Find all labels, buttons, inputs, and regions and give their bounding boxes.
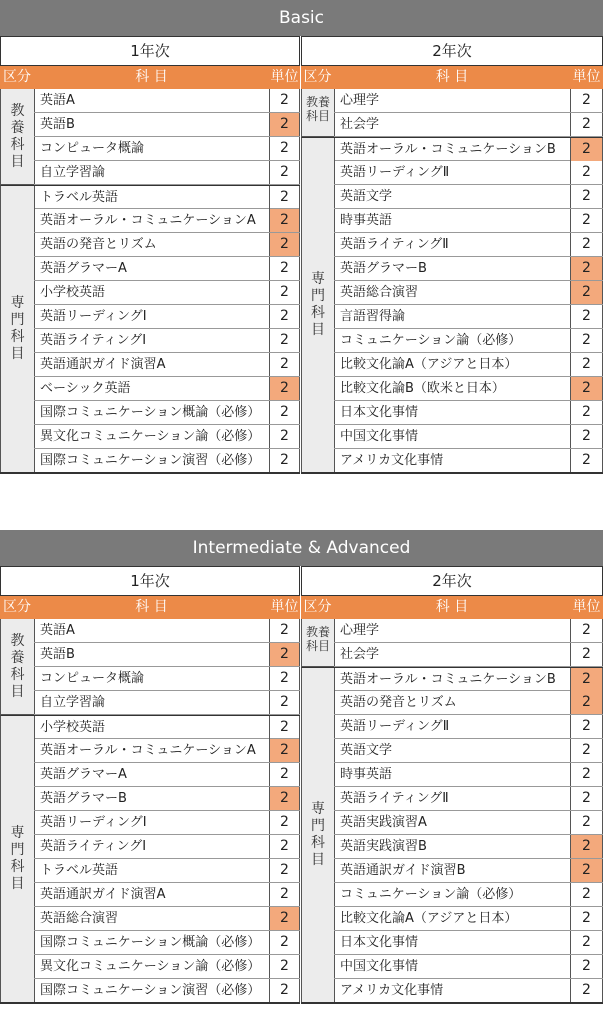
- course-units: 2: [570, 907, 603, 930]
- course-name: 国際コミュニケーション概論（必修）: [34, 401, 269, 424]
- course-units: 2: [269, 377, 300, 400]
- table-row: [334, 979, 603, 1003]
- table-row: [34, 209, 300, 233]
- header-tani: 単位: [570, 596, 603, 619]
- course-name: トラベル英語: [34, 859, 269, 882]
- course-units: 2: [570, 979, 603, 1002]
- course-units: 2: [269, 691, 300, 714]
- course-name: 英語グラマーB: [34, 787, 269, 810]
- course-name: 言語習得論: [334, 305, 570, 328]
- course-name: 時事英語: [334, 209, 570, 232]
- course-name: 英語オーラル・コミュニケーションA: [34, 739, 269, 762]
- right-group-1: [301, 667, 334, 1003]
- left-group-0: [0, 619, 34, 715]
- table-row: [34, 787, 300, 811]
- table-row: [34, 979, 300, 1003]
- course-units: 2: [269, 907, 300, 930]
- table-row: [34, 185, 300, 209]
- course-units: 2: [570, 955, 603, 978]
- table-row: [334, 329, 603, 353]
- left-year-label: 1年次: [0, 36, 300, 66]
- table-row: [334, 931, 603, 955]
- table-row: [34, 89, 300, 113]
- course-units: 2: [570, 113, 603, 136]
- table-row: [334, 619, 603, 643]
- right-group-0: [301, 89, 334, 137]
- table-row: [34, 257, 300, 281]
- table-row: [334, 353, 603, 377]
- course-name: コミュニケーション論（必修）: [334, 329, 570, 352]
- course-name: 英語B: [34, 643, 269, 666]
- course-name: 英語ライティングⅡ: [334, 233, 570, 256]
- course-name: 自立学習論: [34, 691, 269, 714]
- right-bottom-border: [301, 1002, 603, 1004]
- course-name: 英語ライティングⅠ: [34, 329, 269, 352]
- table-row: [334, 643, 603, 667]
- course-name: 英語リーディングⅡ: [334, 715, 570, 738]
- table-row: [34, 739, 300, 763]
- course-units: 2: [570, 715, 603, 738]
- table-row: [34, 619, 300, 643]
- table-row: [334, 811, 603, 835]
- course-name: 社会学: [334, 643, 570, 666]
- course-name: 自立学習論: [34, 161, 269, 184]
- course-units: 2: [269, 425, 300, 448]
- course-name: アメリカ文化事情: [334, 979, 570, 1002]
- header-kubun: 区分: [301, 66, 334, 89]
- table-row: [334, 763, 603, 787]
- course-units: 2: [570, 401, 603, 424]
- table-row: [34, 305, 300, 329]
- course-units: 2: [570, 835, 603, 858]
- left-group-0: [0, 89, 34, 185]
- course-units: 2: [269, 353, 300, 376]
- course-units: 2: [570, 425, 603, 448]
- table-row: [334, 209, 603, 233]
- course-units: 2: [269, 137, 300, 160]
- right-group-1: [301, 137, 334, 473]
- header-kubun: 区分: [0, 66, 34, 89]
- table-row: [34, 137, 300, 161]
- left-year-label: 1年次: [0, 566, 300, 596]
- course-name: 異文化コミュニケーション論（必修）: [34, 425, 269, 448]
- table-row: [334, 377, 603, 401]
- table-row: [334, 113, 603, 137]
- table-row: [34, 859, 300, 883]
- course-name: 英語実践演習B: [334, 835, 570, 858]
- course-name: 国際コミュニケーション演習（必修）: [34, 979, 269, 1002]
- course-name: 日本文化事情: [334, 931, 570, 954]
- course-units: 2: [269, 835, 300, 858]
- course-units: 2: [570, 185, 603, 208]
- course-name: 英語通訳ガイド演習A: [34, 883, 269, 906]
- course-name: 比較文化論A（アジアと日本）: [334, 907, 570, 930]
- table-row: [334, 401, 603, 425]
- course-units: 2: [269, 113, 300, 136]
- course-units: 2: [570, 931, 603, 954]
- course-units: 2: [269, 161, 300, 184]
- course-units: 2: [570, 329, 603, 352]
- course-units: 2: [269, 811, 300, 834]
- header-kamoku: 科 目: [334, 66, 570, 89]
- course-units: 2: [570, 233, 603, 256]
- course-units: 2: [269, 209, 300, 232]
- table-row: [334, 835, 603, 859]
- group-label: 教養科目: [10, 632, 25, 700]
- table-row: [334, 257, 603, 281]
- course-name: 小学校英語: [34, 716, 269, 739]
- table-row: [34, 667, 300, 691]
- course-name: 英語リーディングⅠ: [34, 305, 269, 328]
- course-name: 英語ライティングⅠ: [34, 835, 269, 858]
- right-bottom-border: [301, 472, 603, 474]
- course-name: 英語リーディングⅡ: [334, 161, 570, 184]
- course-name: 英語通訳ガイド演習A: [34, 353, 269, 376]
- course-name: 日本文化事情: [334, 401, 570, 424]
- table-row: [34, 113, 300, 137]
- course-units: 2: [570, 449, 603, 472]
- course-units: 2: [570, 161, 603, 184]
- table-row: [334, 883, 603, 907]
- left-group-1: [0, 185, 34, 473]
- table-row: [334, 667, 603, 691]
- course-units: 2: [269, 955, 300, 978]
- table-row: [34, 691, 300, 715]
- table-row: [334, 185, 603, 209]
- table-row: [34, 401, 300, 425]
- course-name: アメリカ文化事情: [334, 449, 570, 472]
- left-group-1: [0, 715, 34, 1003]
- table-row: [334, 161, 603, 185]
- course-units: 2: [269, 883, 300, 906]
- course-name: 英語総合演習: [334, 281, 570, 304]
- course-name: 異文化コミュニケーション論（必修）: [34, 955, 269, 978]
- course-name: 英語の発音とリズム: [334, 691, 570, 714]
- course-name: 英語オーラル・コミュニケーションA: [34, 209, 269, 232]
- course-units: 2: [269, 329, 300, 352]
- header-tani: 単位: [570, 66, 603, 89]
- course-units: 2: [269, 257, 300, 280]
- header-tani: 単位: [269, 596, 300, 619]
- course-units: 2: [269, 233, 300, 256]
- group-label: 専門科目: [10, 295, 25, 362]
- table-row: [34, 763, 300, 787]
- course-name: 英語A: [34, 619, 269, 642]
- right-year-label: 2年次: [301, 566, 603, 596]
- course-name: 国際コミュニケーション演習（必修）: [34, 449, 269, 472]
- table-row: [34, 161, 300, 185]
- table-row: [334, 739, 603, 763]
- course-name: 英語A: [34, 89, 269, 112]
- course-name: 英語グラマーA: [34, 257, 269, 280]
- course-name: 英語グラマーB: [334, 257, 570, 280]
- header-kamoku: 科 目: [334, 596, 570, 619]
- course-units: 2: [269, 643, 300, 666]
- header-kamoku: 科 目: [34, 596, 269, 619]
- course-name: 英語グラマーA: [34, 763, 269, 786]
- course-units: 2: [570, 353, 603, 376]
- course-name: 中国文化事情: [334, 425, 570, 448]
- course-units: 2: [269, 449, 300, 472]
- course-units: 2: [269, 667, 300, 690]
- table-row: [334, 305, 603, 329]
- table-row: [334, 859, 603, 883]
- table-row: [334, 233, 603, 257]
- course-name: 英語総合演習: [34, 907, 269, 930]
- table-row: [334, 955, 603, 979]
- course-units: 2: [570, 859, 603, 882]
- right-group-0: [301, 619, 334, 667]
- course-name: 心理学: [334, 619, 570, 642]
- course-units: 2: [269, 859, 300, 882]
- course-units: 2: [269, 89, 300, 112]
- course-units: 2: [570, 811, 603, 834]
- table-row: [34, 449, 300, 473]
- group-label: 教養科目: [305, 625, 330, 653]
- header-kubun: 区分: [301, 596, 334, 619]
- course-name: 国際コミュニケーション概論（必修）: [34, 931, 269, 954]
- table-row: [334, 425, 603, 449]
- course-name: 社会学: [334, 113, 570, 136]
- course-units: 2: [269, 787, 300, 810]
- course-units: 2: [570, 668, 603, 691]
- table-row: [34, 233, 300, 257]
- table-row: [334, 137, 603, 161]
- course-name: 英語通訳ガイド演習B: [334, 859, 570, 882]
- course-units: 2: [570, 305, 603, 328]
- course-name: 英語B: [34, 113, 269, 136]
- group-label: 専門科目: [10, 825, 25, 892]
- header-kubun: 区分: [0, 596, 34, 619]
- course-units: 2: [570, 619, 603, 642]
- table-row: [34, 835, 300, 859]
- table-row: [34, 907, 300, 931]
- course-name: 比較文化論A（アジアと日本）: [334, 353, 570, 376]
- group-label: 専門科目: [310, 271, 325, 338]
- header-kamoku: 科 目: [34, 66, 269, 89]
- table-row: [34, 377, 300, 401]
- course-units: 2: [269, 281, 300, 304]
- table-row: [34, 425, 300, 449]
- left-bottom-border: [0, 1002, 300, 1004]
- course-units: 2: [269, 401, 300, 424]
- right-year-label: 2年次: [301, 36, 603, 66]
- course-units: 2: [269, 931, 300, 954]
- group-label: 専門科目: [310, 801, 325, 868]
- course-name: コミュニケーション論（必修）: [334, 883, 570, 906]
- course-units: 2: [570, 787, 603, 810]
- course-units: 2: [269, 619, 300, 642]
- table-row: [34, 811, 300, 835]
- table-row: [34, 883, 300, 907]
- course-units: 2: [269, 716, 300, 739]
- header-tani: 単位: [269, 66, 300, 89]
- section-title: Intermediate & Advanced: [0, 530, 603, 566]
- course-name: 比較文化論B（欧米と日本）: [334, 377, 570, 400]
- course-name: ベーシック英語: [34, 377, 269, 400]
- course-units: 2: [570, 209, 603, 232]
- course-units: 2: [570, 643, 603, 666]
- course-name: 英語の発音とリズム: [34, 233, 269, 256]
- table-row: [34, 931, 300, 955]
- course-name: 中国文化事情: [334, 955, 570, 978]
- table-row: [34, 353, 300, 377]
- section-title: Basic: [0, 0, 603, 36]
- course-name: 心理学: [334, 89, 570, 112]
- course-units: 2: [269, 186, 300, 209]
- table-row: [334, 89, 603, 113]
- table-row: [34, 329, 300, 353]
- course-units: 2: [570, 257, 603, 280]
- course-name: コンピュータ概論: [34, 667, 269, 690]
- table-row: [334, 691, 603, 715]
- course-name: 英語オーラル・コミュニケーションB: [334, 138, 570, 161]
- course-name: 英語リーディングⅠ: [34, 811, 269, 834]
- group-label: 教養科目: [305, 95, 330, 123]
- table-row: [34, 715, 300, 739]
- course-units: 2: [570, 883, 603, 906]
- table-row: [34, 643, 300, 667]
- course-name: トラベル英語: [34, 186, 269, 209]
- course-name: コンピュータ概論: [34, 137, 269, 160]
- course-units: 2: [570, 89, 603, 112]
- course-name: 小学校英語: [34, 281, 269, 304]
- course-name: 英語文学: [334, 185, 570, 208]
- course-units: 2: [570, 691, 603, 714]
- course-units: 2: [570, 739, 603, 762]
- course-units: 2: [570, 763, 603, 786]
- course-units: 2: [269, 979, 300, 1002]
- course-name: 時事英語: [334, 763, 570, 786]
- table-row: [334, 715, 603, 739]
- course-name: 英語ライティングⅡ: [334, 787, 570, 810]
- left-bottom-border: [0, 472, 300, 474]
- course-units: 2: [269, 739, 300, 762]
- table-row: [334, 281, 603, 305]
- group-label: 教養科目: [10, 102, 25, 170]
- table-row: [334, 907, 603, 931]
- course-units: 2: [269, 763, 300, 786]
- course-name: 英語文学: [334, 739, 570, 762]
- course-units: 2: [570, 138, 603, 161]
- course-units: 2: [570, 377, 603, 400]
- course-name: 英語実践演習A: [334, 811, 570, 834]
- course-name: 英語オーラル・コミュニケーションB: [334, 668, 570, 691]
- table-row: [334, 787, 603, 811]
- table-row: [34, 281, 300, 305]
- table-row: [334, 449, 603, 473]
- course-units: 2: [570, 281, 603, 304]
- table-row: [34, 955, 300, 979]
- course-units: 2: [269, 305, 300, 328]
